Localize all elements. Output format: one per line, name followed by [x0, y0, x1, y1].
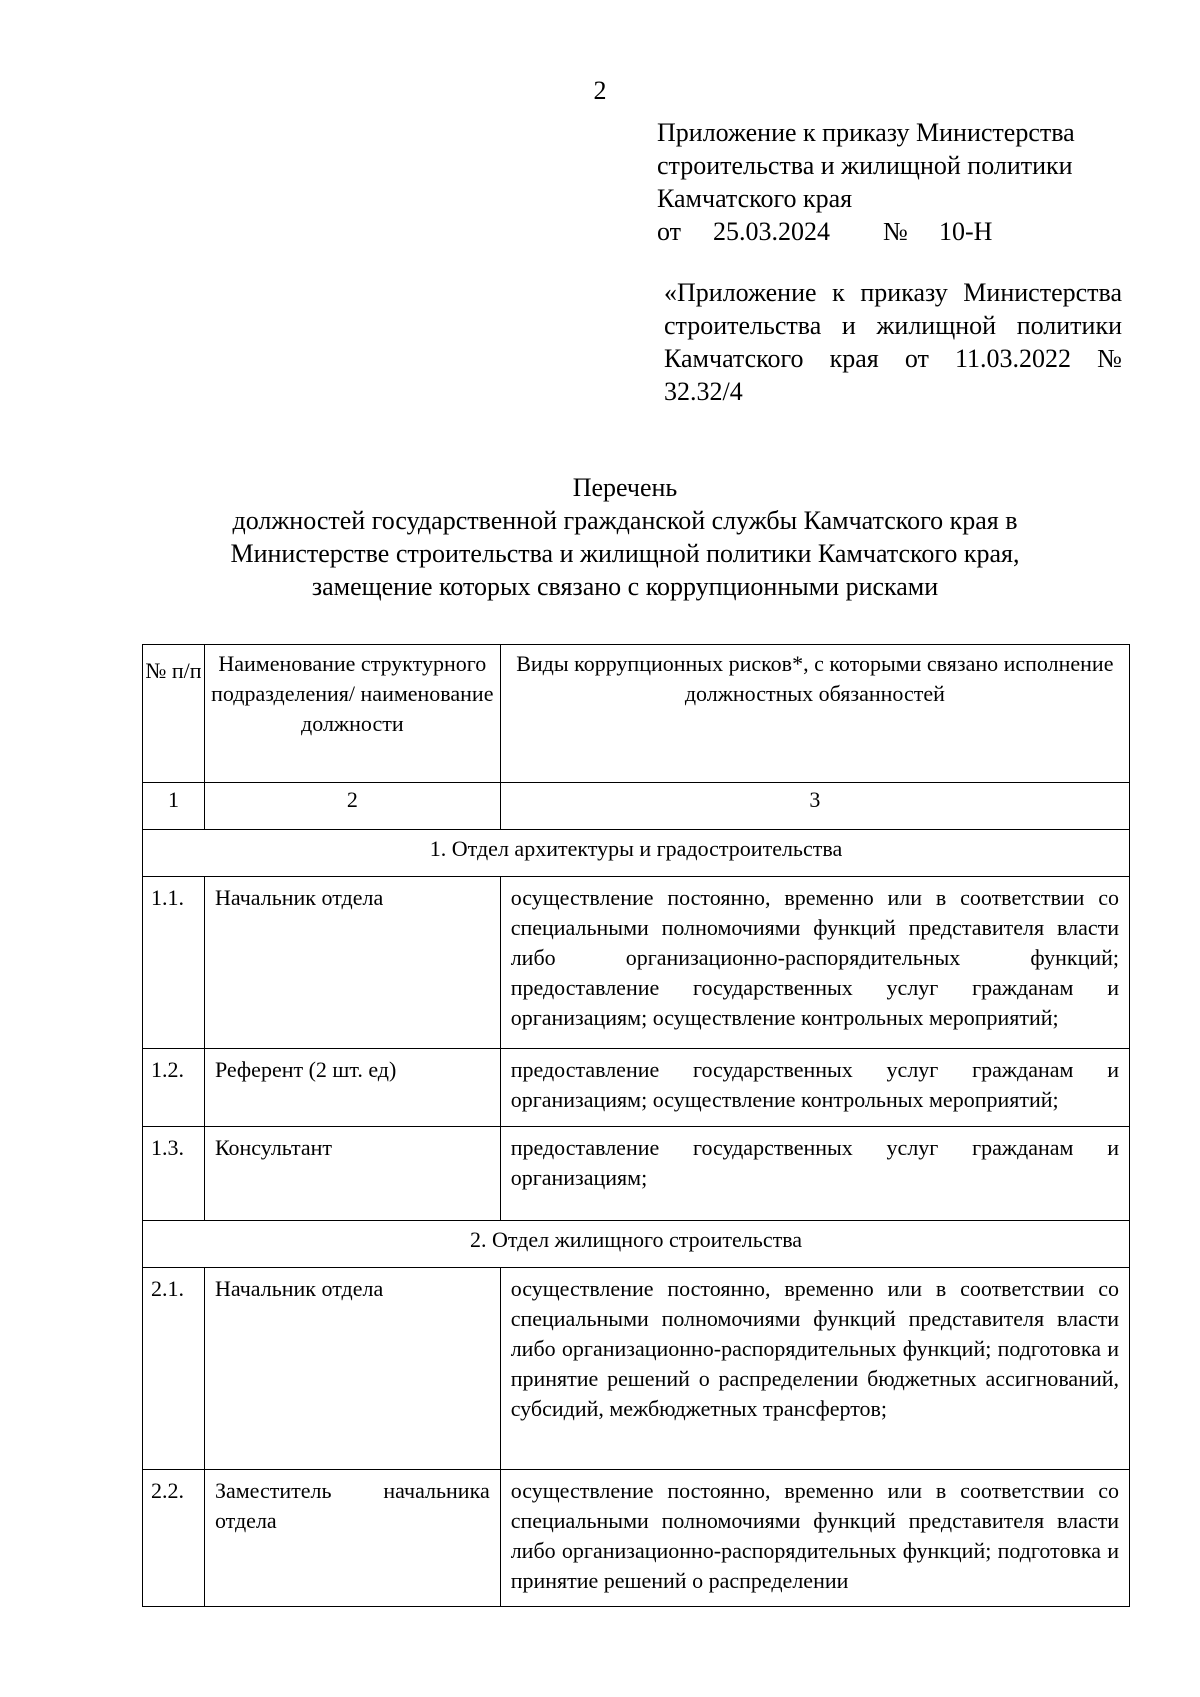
- approval-stamp: [657, 116, 1117, 248]
- column-index: 2: [204, 783, 500, 830]
- positions-table: [142, 644, 1130, 1607]
- header-risk: Виды коррупционных рисков*, с которыми связано исполнение должностных обязанностей: [500, 645, 1129, 783]
- row-num: 1.3.: [143, 1127, 205, 1221]
- row-risks: осуществление постоянно, временно или в соответствии со специальными полномочиями функций представителя власти либо организационно-распорядительных функций; подготовка и принятие решений о распределении бюджетных ассигнований, субсидий, межбюджетных трансфертов;: [500, 1268, 1129, 1470]
- section-title: 1. Отдел архитектуры и градостроительства: [143, 830, 1130, 877]
- from-label: от: [657, 217, 682, 246]
- heading-title: Перечень: [572, 473, 678, 502]
- quoted-appendix: «Приложение к приказу Министерства строительства и жилищной политики Камчатского края от 11.03.2022 № 32.32/4: [664, 278, 1122, 406]
- section-row: [143, 1221, 1130, 1268]
- approval-line-1: Приложение к приказу Министерства: [657, 118, 1075, 147]
- table-row: [143, 1127, 1130, 1221]
- heading-line-4: замещение которых связано с коррупционными рисками: [311, 572, 939, 601]
- header-num: № п/п: [143, 645, 205, 783]
- section-title: 2. Отдел жилищного строительства: [143, 1221, 1130, 1268]
- row-num: 2.1.: [143, 1268, 205, 1470]
- table-header-row: [143, 645, 1130, 783]
- table-row: [143, 1268, 1130, 1470]
- row-position: Начальник отдела: [204, 1268, 500, 1470]
- heading-line-2: должностей государственной гражданской службы Камчатского края в: [232, 506, 1018, 535]
- row-risks: предоставление государственных услуг гражданам и организациям; осуществление контрольных мероприятий;: [500, 1049, 1129, 1127]
- row-position: Начальник отдела: [204, 877, 500, 1049]
- approval-line-3: Камчатского края: [657, 184, 853, 213]
- table-row: [143, 877, 1130, 1049]
- row-risks: осуществление постоянно, временно или в соответствии со специальными полномочиями функций представителя власти либо организационно-распорядительных функций; подготовка и принятие решений о распределении: [500, 1470, 1129, 1607]
- section-row: [143, 830, 1130, 877]
- approval-date-row: [657, 215, 1117, 248]
- order-number: 10-Н: [939, 217, 993, 246]
- row-position: Консультант: [204, 1127, 500, 1221]
- column-index: 1: [143, 783, 205, 830]
- approval-line-2: строительства и жилищной политики: [657, 151, 1073, 180]
- row-num: 2.2.: [143, 1470, 205, 1607]
- row-risks: предоставление государственных услуг гражданам и организациям;: [500, 1127, 1129, 1221]
- header-name: Наименование структурного подразделения/ наименование должности: [204, 645, 500, 783]
- heading-line-3: Министерстве строительства и жилищной политики Камчатского края,: [230, 539, 1020, 568]
- number-sign: №: [883, 217, 908, 246]
- row-risks: осуществление постоянно, временно или в соответствии со специальными полномочиями функций представителя власти либо организационно-распорядительных функций; предоставление государственных услуг гражданам и организациям; осуществление контрольных мероприятий;: [500, 877, 1129, 1049]
- row-num: 1.2.: [143, 1049, 205, 1127]
- document-heading: [130, 471, 1120, 603]
- table-row: [143, 1049, 1130, 1127]
- row-position: Референт (2 шт. ед): [204, 1049, 500, 1127]
- page-number: 2: [593, 76, 607, 105]
- row-position: Заместитель начальника отдела: [204, 1470, 500, 1607]
- column-index-row: [143, 783, 1130, 830]
- column-index: 3: [500, 783, 1129, 830]
- order-date: 25.03.2024: [713, 217, 830, 246]
- table-row: [143, 1470, 1130, 1607]
- row-num: 1.1.: [143, 877, 205, 1049]
